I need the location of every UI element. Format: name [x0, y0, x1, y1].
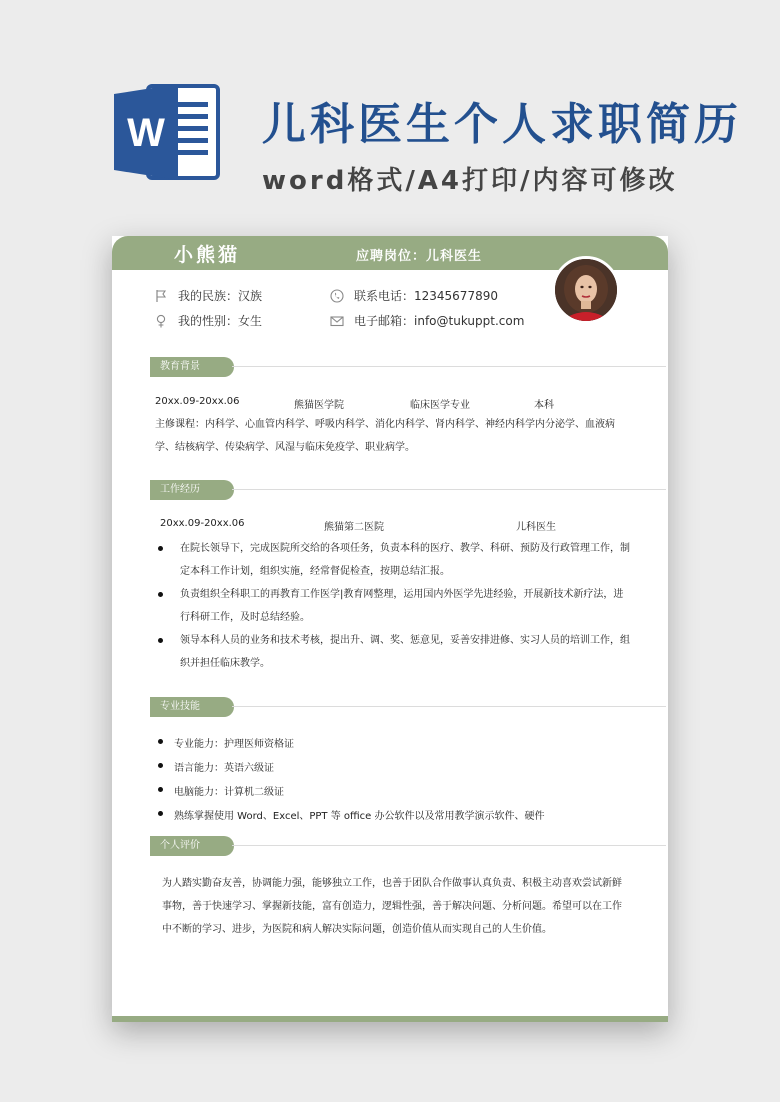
bullet [158, 739, 163, 744]
divider [232, 366, 666, 367]
section-title: 工作经历 [150, 480, 234, 500]
phone-icon [330, 289, 344, 303]
skill-item: 熟练掌握使用 Word、Excel、PPT 等 office 办公软件以及常用教学演示软件、硬件 [174, 811, 545, 822]
work-title: 儿科医生 [516, 522, 556, 533]
edu-courses: 主修课程：内科学、心血管内科学、呼吸内科学、消化内科学、肾内科学、神经内科学内分泌学、血液病学、结核病学、传染病学、风湿与临床免疫学、职业病学。 [155, 419, 615, 453]
edu-major: 临床医学专业 [410, 400, 470, 411]
work-item: 负责组织全科职工的再教育工作医学|教育网整理，运用国内外医学先进经验，开展新技术新疗法，进行科研工作，及时总结经验。 [180, 589, 624, 623]
mail-icon [330, 314, 344, 328]
candidate-name: 小熊猫 [174, 244, 241, 266]
edu-degree: 本科 [534, 400, 554, 411]
ethnicity-field [154, 287, 262, 304]
section-skills [150, 697, 666, 717]
section-title: 个人评价 [150, 836, 234, 856]
svg-text:W: W [127, 111, 165, 155]
section-work [150, 480, 666, 500]
promo-title: 儿科医生个人求职简历 [262, 99, 742, 150]
bullet [158, 763, 163, 768]
bullet [158, 546, 163, 551]
gender-field [154, 312, 262, 329]
email-field [330, 312, 524, 329]
work-item: 在院长领导下，完成医院所交给的各项任务，负责本科的医疗、教学、科研、预防及行政管理工作，制定本科工作计划，组织实施，经常督促检查，按期总结汇报。 [180, 543, 630, 577]
divider [232, 706, 666, 707]
email-text: 电子邮箱：info@tukuppt.com [354, 314, 525, 328]
flag-icon [154, 289, 168, 303]
footer-bar [112, 1016, 668, 1022]
word-logo [112, 84, 220, 180]
female-icon [154, 314, 168, 328]
divider [232, 845, 666, 846]
phone-text: 联系电话：12345677890 [354, 289, 498, 303]
position-applied: 应聘岗位：儿科医生 [356, 249, 483, 264]
bullet [158, 592, 163, 597]
skill-item: 语言能力：英语六级证 [174, 763, 274, 774]
phone-field [330, 287, 498, 304]
bullet [158, 811, 163, 816]
edu-date: 20xx.09-20xx.06 [155, 396, 240, 407]
bullet [158, 638, 163, 643]
work-item: 领导本科人员的业务和技术考核，提出升、调、奖、惩意见，妥善安排进修、实习人员的培训工作，组织并担任临床教学。 [180, 635, 630, 669]
work-date: 20xx.09-20xx.06 [160, 518, 245, 529]
section-education [150, 357, 666, 377]
edu-school: 熊猫医学院 [294, 400, 344, 411]
section-title: 专业技能 [150, 697, 234, 717]
ethnicity-text: 我的民族：汉族 [178, 289, 263, 303]
promo-subtitle: word格式/A4打印/内容可修改 [262, 166, 678, 196]
skill-item: 电脑能力：计算机二级证 [174, 787, 284, 798]
evaluation-text: 为人踏实勤奋友善，协调能力强，能够独立工作，也善于团队合作做事认真负责、积极主动喜欢尝试新鲜事物，善于快速学习、掌握新技能，富有创造力，逻辑性强，善于解决问题、分析问题。希望可以在工作中不断的学习、进步，为医院和病人解决实际问题，创造价值从而实现自己的人生价值。 [162, 878, 622, 935]
work-company: 熊猫第二医院 [324, 522, 384, 533]
skill-item: 专业能力：护理医师资格证 [174, 739, 294, 750]
gender-text: 我的性别：女生 [178, 314, 263, 328]
divider [232, 489, 666, 490]
resume-page [112, 236, 668, 1022]
section-evaluation [150, 836, 666, 856]
bullet [158, 787, 163, 792]
section-title: 教育背景 [150, 357, 234, 377]
avatar [552, 256, 620, 324]
